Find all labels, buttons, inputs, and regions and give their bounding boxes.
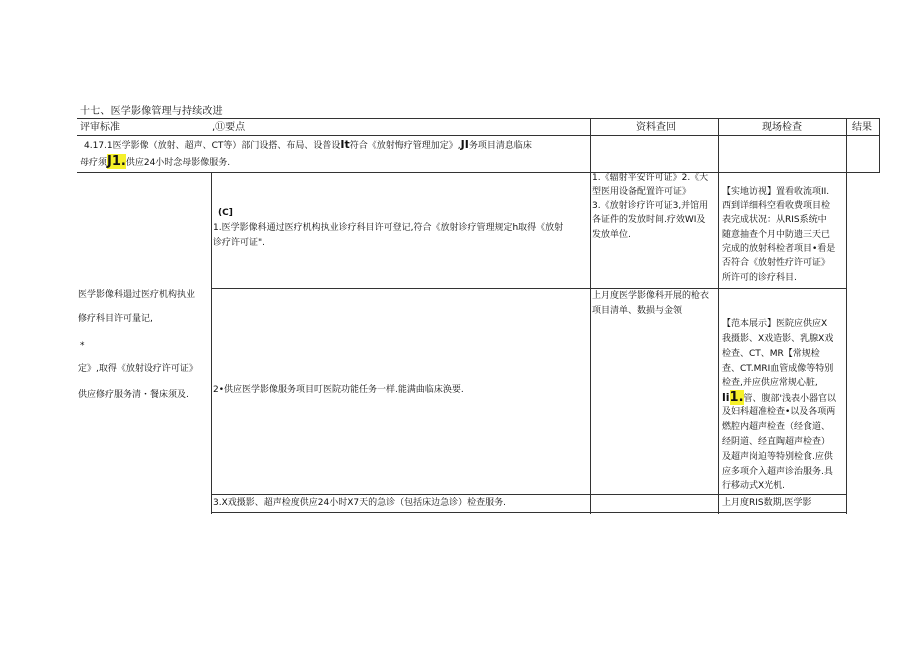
section-title: 十七、医学影像管理与持续改进	[80, 106, 223, 117]
standard-bold-1: It	[340, 138, 350, 151]
standard-text-c: 务项目清息临床	[468, 141, 532, 151]
header-result: 结果	[852, 122, 872, 133]
col-divider-result	[846, 118, 847, 514]
site2-line6-text: 管、腹部'浅表小器官以	[743, 394, 837, 404]
site3-line1: 上月度RIS数期,医学影	[722, 498, 812, 508]
col-divider-docs	[590, 118, 591, 514]
site2-line7: 及妇科超准检查•以及各项两	[722, 407, 836, 417]
site1-line3: 表完成状况：从RIS系统中	[722, 215, 827, 225]
site1-line7: 所许可的诊疗科目.	[722, 273, 797, 283]
left-criteria-line3: *	[80, 341, 85, 351]
site2-line8: 燃腔内超声检查（经食道、	[722, 422, 831, 432]
docs1-line2: 型医用设备配置许可证》	[592, 187, 692, 197]
col-right-border	[879, 118, 880, 172]
left-criteria-line1: 医学影像科遢过医疗机构执业	[78, 290, 196, 300]
site1-line5: 完成的放射科检者项目•看是	[722, 244, 836, 254]
row2-text: 2•供应医学影像服务项目叮医院功能任务一样.能满曲临床涣要.	[213, 385, 464, 395]
row3-bottom-border	[211, 512, 846, 513]
standard-text-e: 供应24小时念母影像服务.	[125, 158, 231, 168]
site2-line12: 行移动式X光机.	[722, 481, 786, 491]
col-divider-left	[211, 172, 212, 514]
site1-line6: 否符合《放射性疗许可证》	[722, 258, 831, 268]
highlight-mark: J1.	[107, 154, 126, 169]
left-criteria-line5: 供应修疗服务清・餐床须及.	[78, 390, 189, 400]
standard-4-17-1-line2	[80, 154, 230, 172]
docs1-line1: 1.《辐射平安许可证》2.《大	[592, 173, 709, 183]
docs2-line2: 项目清单、数损与金领	[592, 306, 683, 316]
site2-line11: 应多项介入超声诊治服务.具	[722, 467, 833, 477]
left-criteria-line2: 修疗科目许可量记,	[78, 314, 153, 324]
row1-bottom-border	[211, 288, 846, 289]
site1-line2: 西到详细科空看收费项目检	[722, 201, 831, 211]
table-top-border	[77, 118, 880, 119]
standard-text-a: 4.17.1医学影像（放射、超声、CT等）部门设搭、布局、设普设	[84, 141, 341, 151]
left-criteria-line4: 定》,取得《放射设疗许可证》	[78, 364, 198, 374]
header-docs-review: 资料查回	[636, 122, 676, 133]
header-site-check: 现场检查	[762, 122, 802, 133]
site1-line1: 【实地访视】置看收流项II.	[722, 187, 830, 197]
site1-line4: 随意抽查个月中防遗三天已	[722, 230, 831, 240]
standard-bold-2: JI	[460, 138, 469, 151]
docs1-line4: 各证件的发放时间.疗效WI及	[592, 215, 706, 225]
site2-bold-mark: li	[722, 391, 730, 404]
header-bottom-border	[77, 135, 880, 136]
site2-line4: 查、CT.MRI血管成像等特别	[722, 364, 834, 374]
site2-line2: 我摄影、X戏造影、乳腺X戏	[722, 334, 834, 344]
row1-c-label: (C]	[218, 208, 233, 218]
docs1-line3: 3.《放射诊疗许可证3,并馆用	[592, 201, 709, 211]
row1-text-line2: 诊疗许可证".	[213, 238, 266, 248]
site2-highlight-mark: 1.	[729, 390, 744, 405]
standard-text-d: 母疗须	[80, 158, 108, 168]
docs2-line1: 上月度医学影像科开展的枪衣	[592, 291, 710, 301]
standard-4-17-1-line1	[84, 137, 532, 155]
header-key-points: ,⑪要点	[212, 122, 246, 133]
site2-line1: 【范本展示】医院应供应X	[722, 319, 828, 329]
site2-line9: 经阴道、经直陶超声检查）	[722, 437, 831, 447]
header-criteria: 评审标准	[80, 122, 120, 133]
row1-text-line1: 1.医学影像科通过医疗机构执业诊疗科目许可登记,符合《放射诊疗管理规定h取得《放射	[213, 223, 564, 233]
standard-text-b: 符合《放射悔疗管理加定》,	[349, 141, 461, 151]
site2-line3: 检查、CT、MR【常规检	[722, 349, 820, 359]
row0-bottom-border	[77, 172, 880, 173]
docs1-line5: 发放单位.	[592, 230, 631, 240]
row3-text: 3.X戏摄影、超声检度供应24小时X7天的急诊（包括床边急诊）检查服务.	[213, 498, 506, 508]
col-divider-site	[718, 118, 719, 514]
site2-line5: 检查,并应供应常规心脏,	[722, 378, 818, 388]
site2-line10: 及超声岗迫等特别检食.应供	[722, 452, 833, 462]
